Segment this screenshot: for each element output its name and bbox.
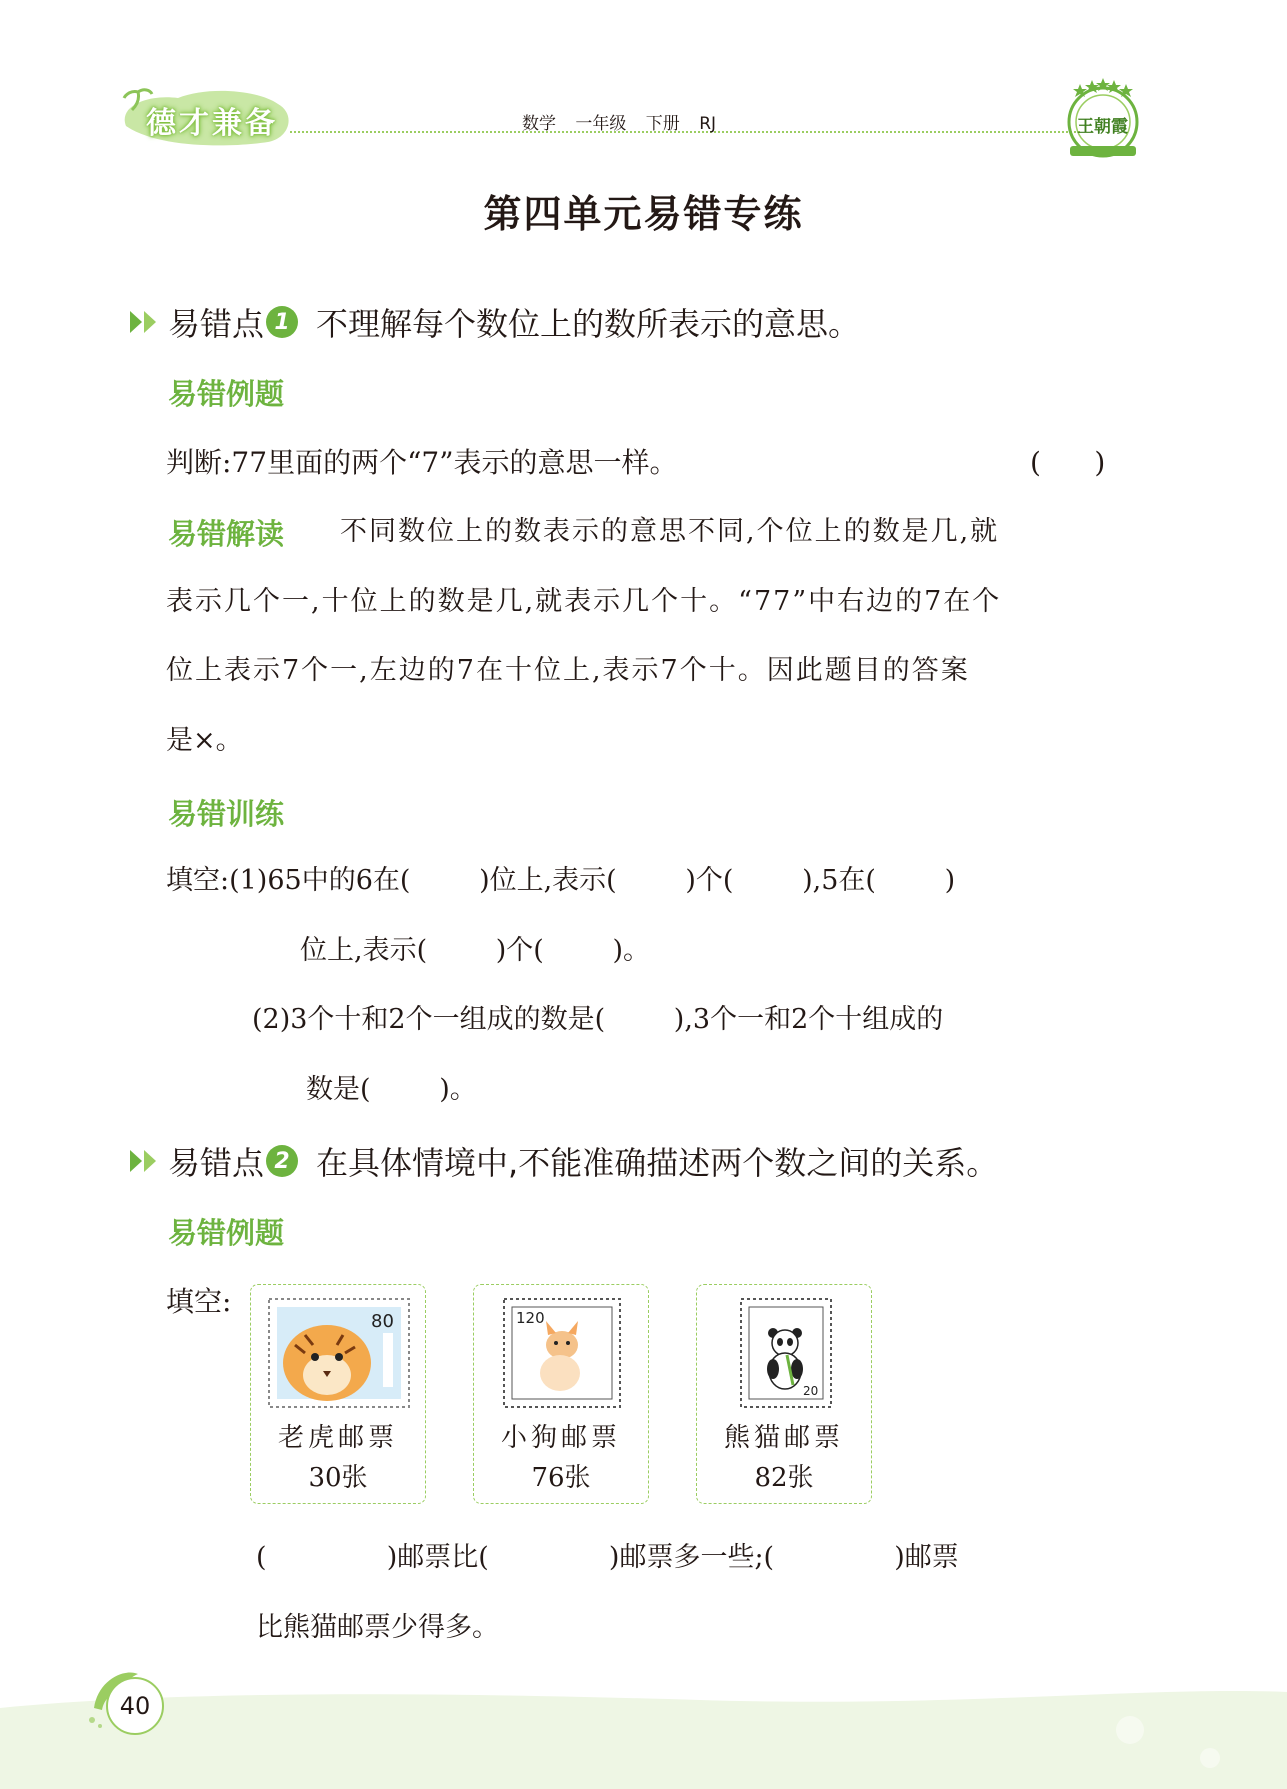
section-1-prefix: 易错点	[168, 305, 265, 343]
seal-text: 王朝霞	[1077, 117, 1128, 137]
section-1-title: 不理解每个数位上的数所表示的意思。	[316, 305, 861, 343]
stamp-question-line-2: 比熊猫邮票少得多。	[256, 1612, 499, 1643]
stamp-count: 76张	[531, 1463, 591, 1493]
panda-stamp-price: 20	[803, 1384, 819, 1398]
section-1-heading	[130, 300, 860, 344]
training-line-4[interactable]: 数是( )。	[306, 1074, 477, 1105]
fill-label: 填空:	[166, 1285, 232, 1318]
example-label-2: 易错例题	[168, 1216, 285, 1250]
footer-wave-background	[0, 1680, 1287, 1789]
stamp-question-line-1[interactable]: ( )邮票比( )邮票多一些;( )邮票	[256, 1542, 959, 1573]
stamp-name: 熊猫邮票	[723, 1423, 844, 1453]
stamp-count: 82张	[754, 1463, 814, 1493]
analysis-label: 易错解读	[168, 517, 285, 551]
dog-stamp-icon	[488, 1295, 636, 1411]
training-line-2[interactable]: 位上,表示( )个( )。	[300, 935, 651, 966]
section-2-number: 2	[266, 1145, 298, 1177]
page-number: 40	[106, 1677, 164, 1735]
training-line-1[interactable]: 填空:(1)65中的6在( )位上,表示( )个( ),5在( )	[166, 865, 956, 896]
analysis-line-1: 不同数位上的数表示的意思不同,个位上的数是几,就	[340, 516, 1000, 547]
analysis-line-2: 表示几个一,十位上的数是几,就表示几个十。“77”中右边的7在个	[166, 586, 1002, 617]
page-title: 第四单元易错专练	[483, 192, 804, 236]
example-question: 判断:77里面的两个“7”表示的意思一样。	[166, 446, 678, 479]
dog-stamp-price: 120	[516, 1309, 545, 1327]
example-label-1: 易错例题	[168, 377, 285, 411]
stamp-name: 小狗邮票	[500, 1423, 621, 1453]
subject-info: 数学 一年级 下册 RJ	[522, 114, 717, 134]
stamp-count: 30张	[308, 1463, 368, 1493]
stamp-card-dog	[473, 1284, 649, 1504]
stamp-card-panda	[696, 1284, 872, 1504]
section-2-heading	[130, 1139, 998, 1183]
brand-logo-text: 德才兼备	[146, 106, 278, 141]
panda-stamp-icon	[711, 1295, 859, 1411]
double-arrow-icon	[130, 1148, 162, 1174]
stamp-name: 老虎邮票	[277, 1423, 398, 1453]
stamp-card-tiger	[250, 1284, 426, 1504]
answer-parentheses[interactable]: ( )	[1030, 446, 1106, 479]
tiger-stamp-icon	[265, 1295, 413, 1411]
double-arrow-icon	[130, 309, 162, 335]
section-1-number: 1	[266, 306, 298, 338]
training-line-3[interactable]: (2)3个十和2个一组成的数是( ),3个一和2个十组成的	[252, 1004, 944, 1035]
section-2-prefix: 易错点	[168, 1144, 265, 1182]
section-2-title: 在具体情境中,不能准确描述两个数之间的关系。	[316, 1144, 999, 1182]
training-label: 易错训练	[168, 797, 285, 831]
analysis-line-3: 位上表示7个一,左边的7在十位上,表示7个十。因此题目的答案	[166, 655, 970, 686]
analysis-line-4: 是×。	[166, 725, 243, 756]
tiger-stamp-price: 80	[371, 1311, 394, 1332]
